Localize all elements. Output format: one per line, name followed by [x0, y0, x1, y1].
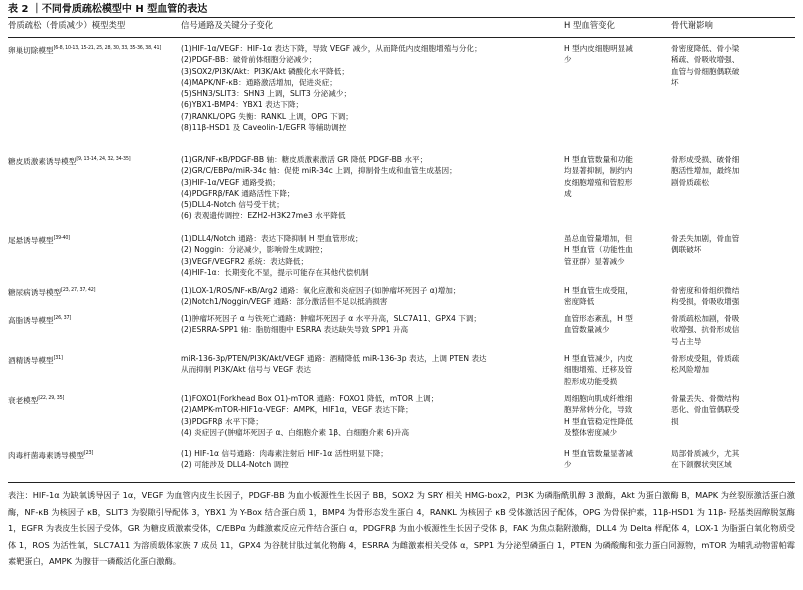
pathway-line: (2)PDGF-BB：破骨前体细胞分泌减少； [181, 55, 317, 65]
h-vessel-cell [564, 233, 664, 267]
bone-metabolism-line: 损 [671, 416, 679, 426]
table-footnote: 表注：HIF-1α 为缺氧诱导因子 1α，VEGF 为血管内皮生长因子，PDGF-BB 为血小板源性生长因子 BB，SOX2 为 SRY 相关 HMG-box2，PI3K 为磷脂酰肌醇 3 激酶，Akt 为蛋白激酶 B，MAPK 为丝裂原激活蛋白激酶，NF-κB 为核因子 κB，SLIT3 为裂隙引导配体 3，YBX1 为 Y-Box 结合蛋白质 1，BMP4 为骨形态发生蛋白 4，RANKL 为核因子 κB 受体激活因子配体，OPG 为骨保护素，11β-HSD1 为 11β- 羟基类固醇脱氢酶 1，EGFR 为表皮生长因子受体，GR 为糖皮质激素受体，C/EBPα 为雌激素反应元件结合蛋白 α，PDGFRβ 为血小板源性生长因子受体 β，FAK 为焦点黏附激酶，DLL4 为 Delta 样配体 4，LOX-1 为脂蛋白氧化物质受体 1，ROS 为活性氧，SLC7A11 为溶质载体家族 7 成员 11，GPX4 为谷胱甘肽过氧化物酶 4，ESRRA 为雌激素相关受体 α，SPP1 为分泌型磷蛋白 1，PTEN 为磷酸酶和张力蛋白同源物，mTOR 为哺乳动物雷帕霉素靶蛋白，AMPK 为腺苷一磷酸活化蛋白激酶。 [8, 490, 795, 567]
pathway-line: (1)GR/NF-κB/PDGF-BB 轴：糖皮质激素激活 GR 降低 PDGF-BB 水平； [181, 155, 428, 164]
pathway-cell [181, 393, 561, 438]
bone-metabolism-cell [671, 448, 795, 471]
pathway-line: (4)HIF-1α：长期变化不显，提示可能存在其他代偿机制 [181, 267, 369, 277]
header-bone-metabolism: 骨代谢影响 [671, 20, 713, 30]
pathway-cell [181, 313, 561, 336]
bone-metabolism-line: 剧骨质疏松 [671, 177, 709, 187]
bone-metabolism-cell [671, 233, 795, 256]
bone-metabolism-line: 恶化、骨血管偶联受 [671, 405, 740, 415]
bone-metabolism-cell [671, 313, 795, 347]
table-bottom-rule [8, 482, 795, 483]
pathway-line: (6)YBX1-BMP4：YBX1 表达下降； [181, 100, 304, 110]
h-vessel-line: 细胞增殖、迁移及管 [564, 365, 633, 375]
pathway-line: (8)11β-HSD1 及 Caveolin-1/EGFR 等辅助调控 [181, 123, 347, 133]
model-type-refs: [23, 27, 37, 42] [61, 288, 96, 293]
model-type-name: 高脂诱导模型 [8, 316, 54, 325]
pathway-cell [181, 43, 561, 133]
model-type-refs: [23] [83, 451, 93, 456]
bone-metabolism-cell [671, 353, 795, 376]
bone-metabolism-line: 血管与骨细胞偶联破 [671, 66, 740, 76]
h-vessel-line: 均显著抑制，制约内 [564, 166, 633, 176]
h-vessel-line: H 型血管（功能性血 [564, 245, 633, 255]
h-vessel-cell [564, 43, 664, 66]
pathway-line: (3)VEGF/VEGFR2 系统：表达降低； [181, 256, 309, 266]
h-vessel-cell [564, 393, 664, 438]
bone-metabolism-line: 骨密度和骨组织微结 [671, 286, 740, 295]
table-top-rule [8, 17, 795, 18]
bone-metabolism-line: 骨丢失加剧，骨血管 [671, 234, 740, 243]
pathway-cell [181, 154, 561, 222]
bone-metabolism-line: 号占主导 [671, 336, 702, 346]
h-vessel-line: 胞异常转分化，导致 [564, 405, 633, 415]
h-vessel-line: 密度降低 [564, 297, 595, 307]
h-vessel-line: 成 [564, 188, 572, 198]
bone-metabolism-line: 胞活性增加，最终加 [671, 166, 740, 176]
model-type-name: 衰老模型 [8, 396, 39, 405]
pathway-line: (2)ESRRA-SPP1 轴：脂肪细胞中 ESRRA 表达缺失导致 SPP1 升高 [181, 325, 409, 335]
pathway-line: (2) Noggin：分泌减少，影响骨生成调控； [181, 245, 328, 255]
bone-metabolism-line: 构受损，骨吸收增强 [671, 297, 740, 307]
h-vessel-line: 少 [564, 460, 572, 470]
h-vessel-line: H 型血管数量显著减 [564, 449, 633, 458]
model-type-cell [8, 448, 178, 461]
pathway-cell [181, 285, 561, 308]
model-type-name: 酒精诱导模型 [8, 356, 54, 365]
bone-metabolism-line: 偶联破坏 [671, 245, 702, 255]
h-vessel-line: 腔形成功能受损 [564, 376, 618, 386]
pathway-line: (1)HIF-1α/VEGF：HIF-1α 表达下降，导致 VEGF 减少，从而降低内皮细胞增殖与分化； [181, 44, 482, 53]
pathway-line: (5)DLL4-Notch 信号受干扰； [181, 200, 284, 210]
bone-metabolism-line: 骨质疏松加剧，骨吸 [671, 314, 740, 323]
h-vessel-cell [564, 448, 664, 471]
model-type-name: 糖尿病诱导模型 [8, 288, 62, 297]
model-type-refs: [9, 13-14, 24, 32, 34-35] [76, 157, 131, 162]
bone-metabolism-line: 骨密度降低、骨小梁 [671, 44, 740, 53]
h-vessel-line: 皮细胞增殖和管腔形 [564, 177, 633, 187]
header-h-vessel: H 型血管变化 [564, 20, 615, 30]
pathway-line: (5)SHN3/SLIT3：SHN3 上调，SLIT3 分泌减少； [181, 89, 352, 99]
model-type-cell [8, 313, 178, 326]
bone-metabolism-line: 稀疏、骨吸收增强、 [671, 55, 740, 65]
bone-metabolism-line: 骨形成受损、破骨细 [671, 155, 740, 164]
pathway-cell [181, 233, 561, 278]
table-title: 表 2 ｜不同骨质疏松模型中 H 型血管的表达 [8, 4, 208, 15]
pathway-line: (1) HIF-1α 信号通路：肉毒素注射后 HIF-1α 活性明显下降； [181, 449, 388, 458]
bone-metabolism-line: 收增强、抗骨形成信 [671, 325, 740, 335]
model-type-name: 卵巢切除模型 [8, 46, 54, 55]
pathway-line: (2)AMPK-mTOR-HIF1α-VEGF：AMPK，HIF1α，VEGF 表达下降； [181, 405, 413, 415]
h-vessel-cell [564, 313, 664, 336]
pathway-line: (2) 可能涉及 DLL4-Notch 调控 [181, 460, 289, 470]
h-vessel-line: H 型血管稳定性降低 [564, 416, 633, 426]
model-type-refs: [26, 37] [53, 316, 71, 321]
bone-metabolism-line: 松风险增加 [671, 365, 709, 375]
model-type-cell [8, 233, 178, 246]
pathway-line: (1)肿瘤坏死因子 α 与铁死亡通路：肿瘤坏死因子 α 水平升高，SLC7A11、GPX4 下调； [181, 314, 481, 323]
pathway-line: (1)LOX-1/ROS/NF-κB/Arg2 通路：氧化应激和炎症因子(如肿瘤坏死因子 α)增加； [181, 286, 461, 295]
model-type-cell [8, 285, 178, 298]
pathway-line: (6) 表观遗传调控：EZH2-H3K27me3 水平降低 [181, 211, 346, 221]
h-vessel-line: 少 [564, 55, 572, 65]
header-model-type: 骨质疏松（骨质减少）模型类型 [8, 20, 126, 30]
pathway-line: (7)RANKL/OPG 失衡：RANKL 上调，OPG 下调； [181, 111, 353, 121]
bone-metabolism-cell [671, 154, 795, 188]
model-type-cell [8, 353, 178, 366]
bone-metabolism-line: 在下颌髁状突区域 [671, 460, 732, 470]
h-vessel-cell [564, 154, 664, 199]
pathway-line: (1)FOXO1(Forkhead Box O1)-mTOR 通路：FOXO1 降低，mTOR 上调； [181, 394, 439, 403]
h-vessel-line: H 型血管减少，内皮 [564, 354, 633, 363]
pathway-cell [181, 448, 561, 471]
header-pathways: 信号通路及关键分子变化 [181, 20, 274, 30]
table-header-rule [8, 37, 795, 38]
h-vessel-line: 及整体密度减少 [564, 427, 618, 437]
pathway-line: (1)DLL4/Notch 通路：表达下降抑制 H 型血管形成； [181, 234, 363, 243]
pathway-line: (2)GR/C/EBPα/miR-34c 轴：促使 miR-34c 上调，抑制骨生成和血管生成基因； [181, 166, 457, 176]
bone-metabolism-line: 骨形成受阻，骨质疏 [671, 354, 740, 363]
h-vessel-cell [564, 353, 664, 387]
model-type-refs: [31] [53, 356, 63, 361]
pathway-line: (2)Notch1/Noggin/VEGF 通路：部分激活但不足以抵消损害 [181, 297, 388, 307]
h-vessel-line: H 型血管数量和功能 [564, 155, 633, 164]
model-type-cell [8, 154, 178, 167]
pathway-line: (3)PDGFRβ 水平下降； [181, 416, 263, 426]
h-vessel-cell [564, 285, 664, 308]
model-type-name: 糖皮质激素诱导模型 [8, 157, 77, 166]
h-vessel-line: 血管数量减少 [564, 325, 610, 335]
model-type-name: 尾悬诱导模型 [8, 236, 54, 245]
model-type-cell [8, 393, 178, 406]
pathway-line: (3)HIF-1α/VEGF 通路受损； [181, 177, 280, 187]
h-vessel-line: 血管形态紊乱，H 型 [564, 314, 633, 323]
bone-metabolism-cell [671, 393, 795, 427]
model-type-refs: [6-8, 10-13, 15-21, 25, 28, 30, 33, 35-36, 38, 41] [53, 46, 162, 51]
h-vessel-line: 周细胞向肌成纤维细 [564, 394, 633, 403]
bone-metabolism-line: 局部骨质减少，尤其 [671, 449, 740, 458]
h-vessel-line: H 型血管生成受阻， [564, 286, 633, 295]
pathway-line: miR-136-3p/PTEN/PI3K/Akt/VEGF 通路：酒精降低 miR-136-3p 表达，上调 PTEN 表达 [181, 354, 487, 363]
h-vessel-line: H 型内皮细胞明显减 [564, 44, 633, 53]
h-vessel-line: 虽总血管量增加，但 [564, 234, 633, 243]
model-type-name: 肉毒杆菌毒素诱导模型 [8, 451, 84, 460]
pathway-cell [181, 353, 561, 376]
pathway-line: (4)PDGFRβ/FAK 通路活性下降； [181, 188, 295, 198]
pathway-line: (3)SOX2/PI3K/Akt：PI3K/Akt 磷酸化水平降低； [181, 66, 349, 76]
model-type-refs: [39-40] [53, 236, 70, 241]
bone-metabolism-line: 坏 [671, 77, 679, 87]
h-vessel-line: 管亚群）显著减少 [564, 256, 625, 266]
pathway-line: 从而抑制 PI3K/Akt 信号与 VEGF 表达 [181, 365, 312, 375]
bone-metabolism-line: 骨量丢失、骨微结构 [671, 394, 740, 403]
model-type-refs: [22, 29, 35] [38, 396, 65, 401]
model-type-cell [8, 43, 178, 56]
bone-metabolism-cell [671, 285, 795, 308]
bone-metabolism-cell [671, 43, 795, 88]
pathway-line: (4)MAPK/NF-κB：通路激活增加，促进炎症； [181, 77, 337, 87]
pathway-line: (4) 炎症因子(肿瘤坏死因子 α、白细胞介素 1β、白细胞介素 6)升高 [181, 427, 410, 437]
